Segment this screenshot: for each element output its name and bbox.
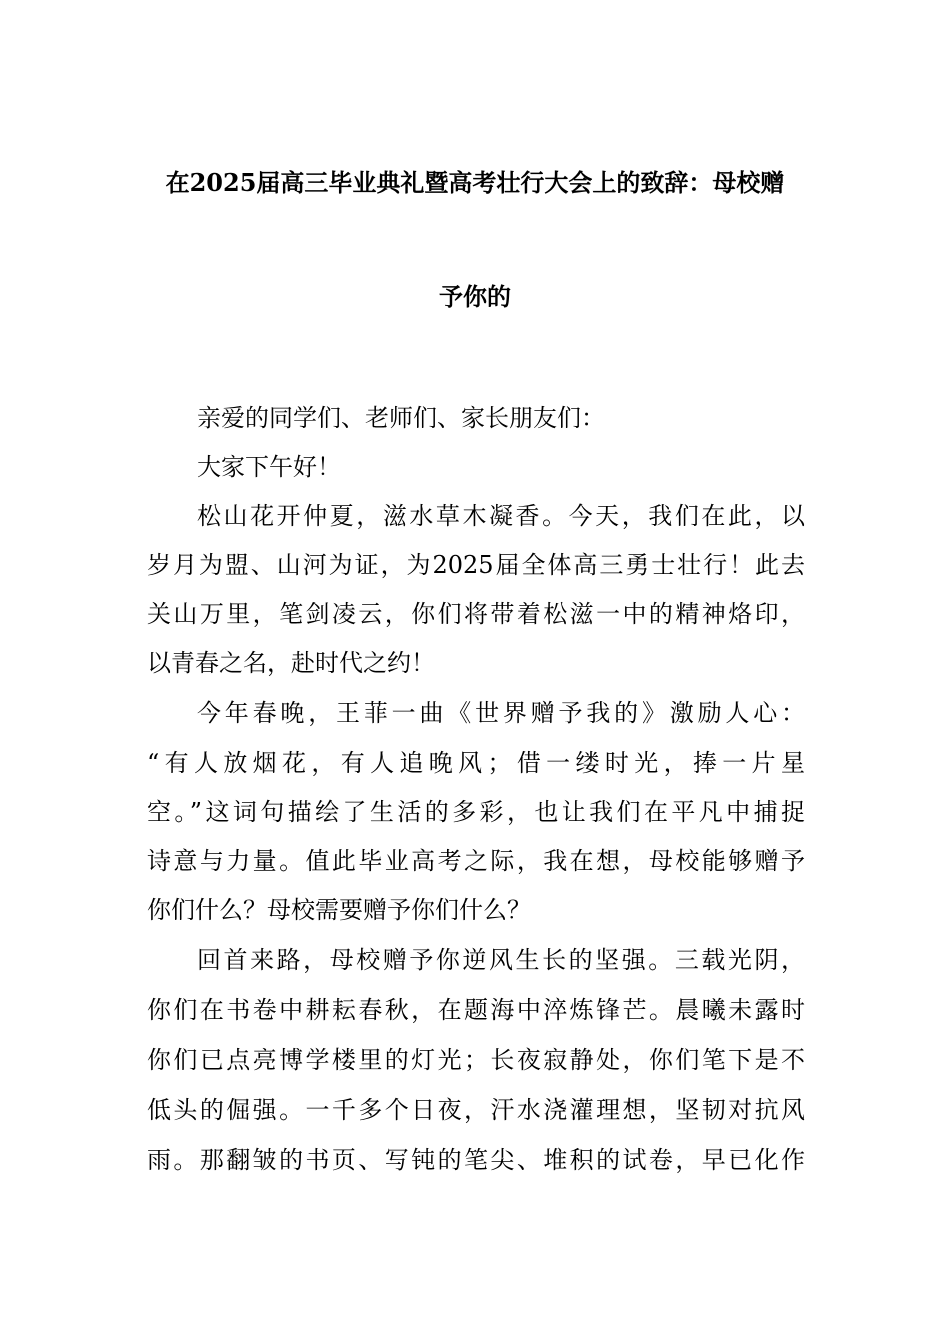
paragraph-line: 以青春之名，赴时代之约！ [147,649,435,677]
paragraph-line: “有人放烟花，有人追晚风；借一缕时光，捧一片星 [147,749,805,777]
document-title-line-2: 予你的 [439,282,511,311]
greeting: 大家下午好！ [197,453,341,481]
paragraph-line: 空。”这词句描绘了生活的多彩，也让我们在平凡中捕捉 [147,798,805,826]
salutation: 亲爱的同学们、老师们、家长朋友们： [197,404,605,432]
paragraph-line: 雨。那翻皱的书页、写钝的笔尖、堆积的试卷，早已化作 [147,1146,805,1174]
paragraph-line: 低头的倔强。一千多个日夜，汗水浇灌理想，坚韧对抗风 [147,1096,805,1124]
document-title-line-1: 在2025届高三毕业典礼暨高考壮行大会上的致辞：母校赠 [165,168,785,197]
paragraph-line: 回首来路，母校赠予你逆风生长的坚强。三载光阴， [197,946,805,974]
paragraph-line: 岁月为盟、山河为证，为2025届全体高三勇士壮行！此去 [147,551,805,579]
paragraph-line: 你们已点亮博学楼里的灯光；长夜寂静处，你们笔下是不 [147,1046,805,1074]
paragraph-line: 你们什么？母校需要赠予你们什么？ [147,896,531,924]
paragraph-line: 今年春晚，王菲一曲《世界赠予我的》激励人心： [197,699,805,727]
paragraph-line: 你们在书卷中耕耘春秋，在题海中淬炼锋芒。晨曦未露时 [147,996,805,1024]
paragraph-line: 关山万里，笔剑凌云，你们将带着松滋一中的精神烙印， [147,600,805,628]
paragraph-line: 诗意与力量。值此毕业高考之际，我在想，母校能够赠予 [147,847,805,875]
paragraph-line: 松山花开仲夏，滋水草木凝香。今天，我们在此，以 [197,502,805,530]
